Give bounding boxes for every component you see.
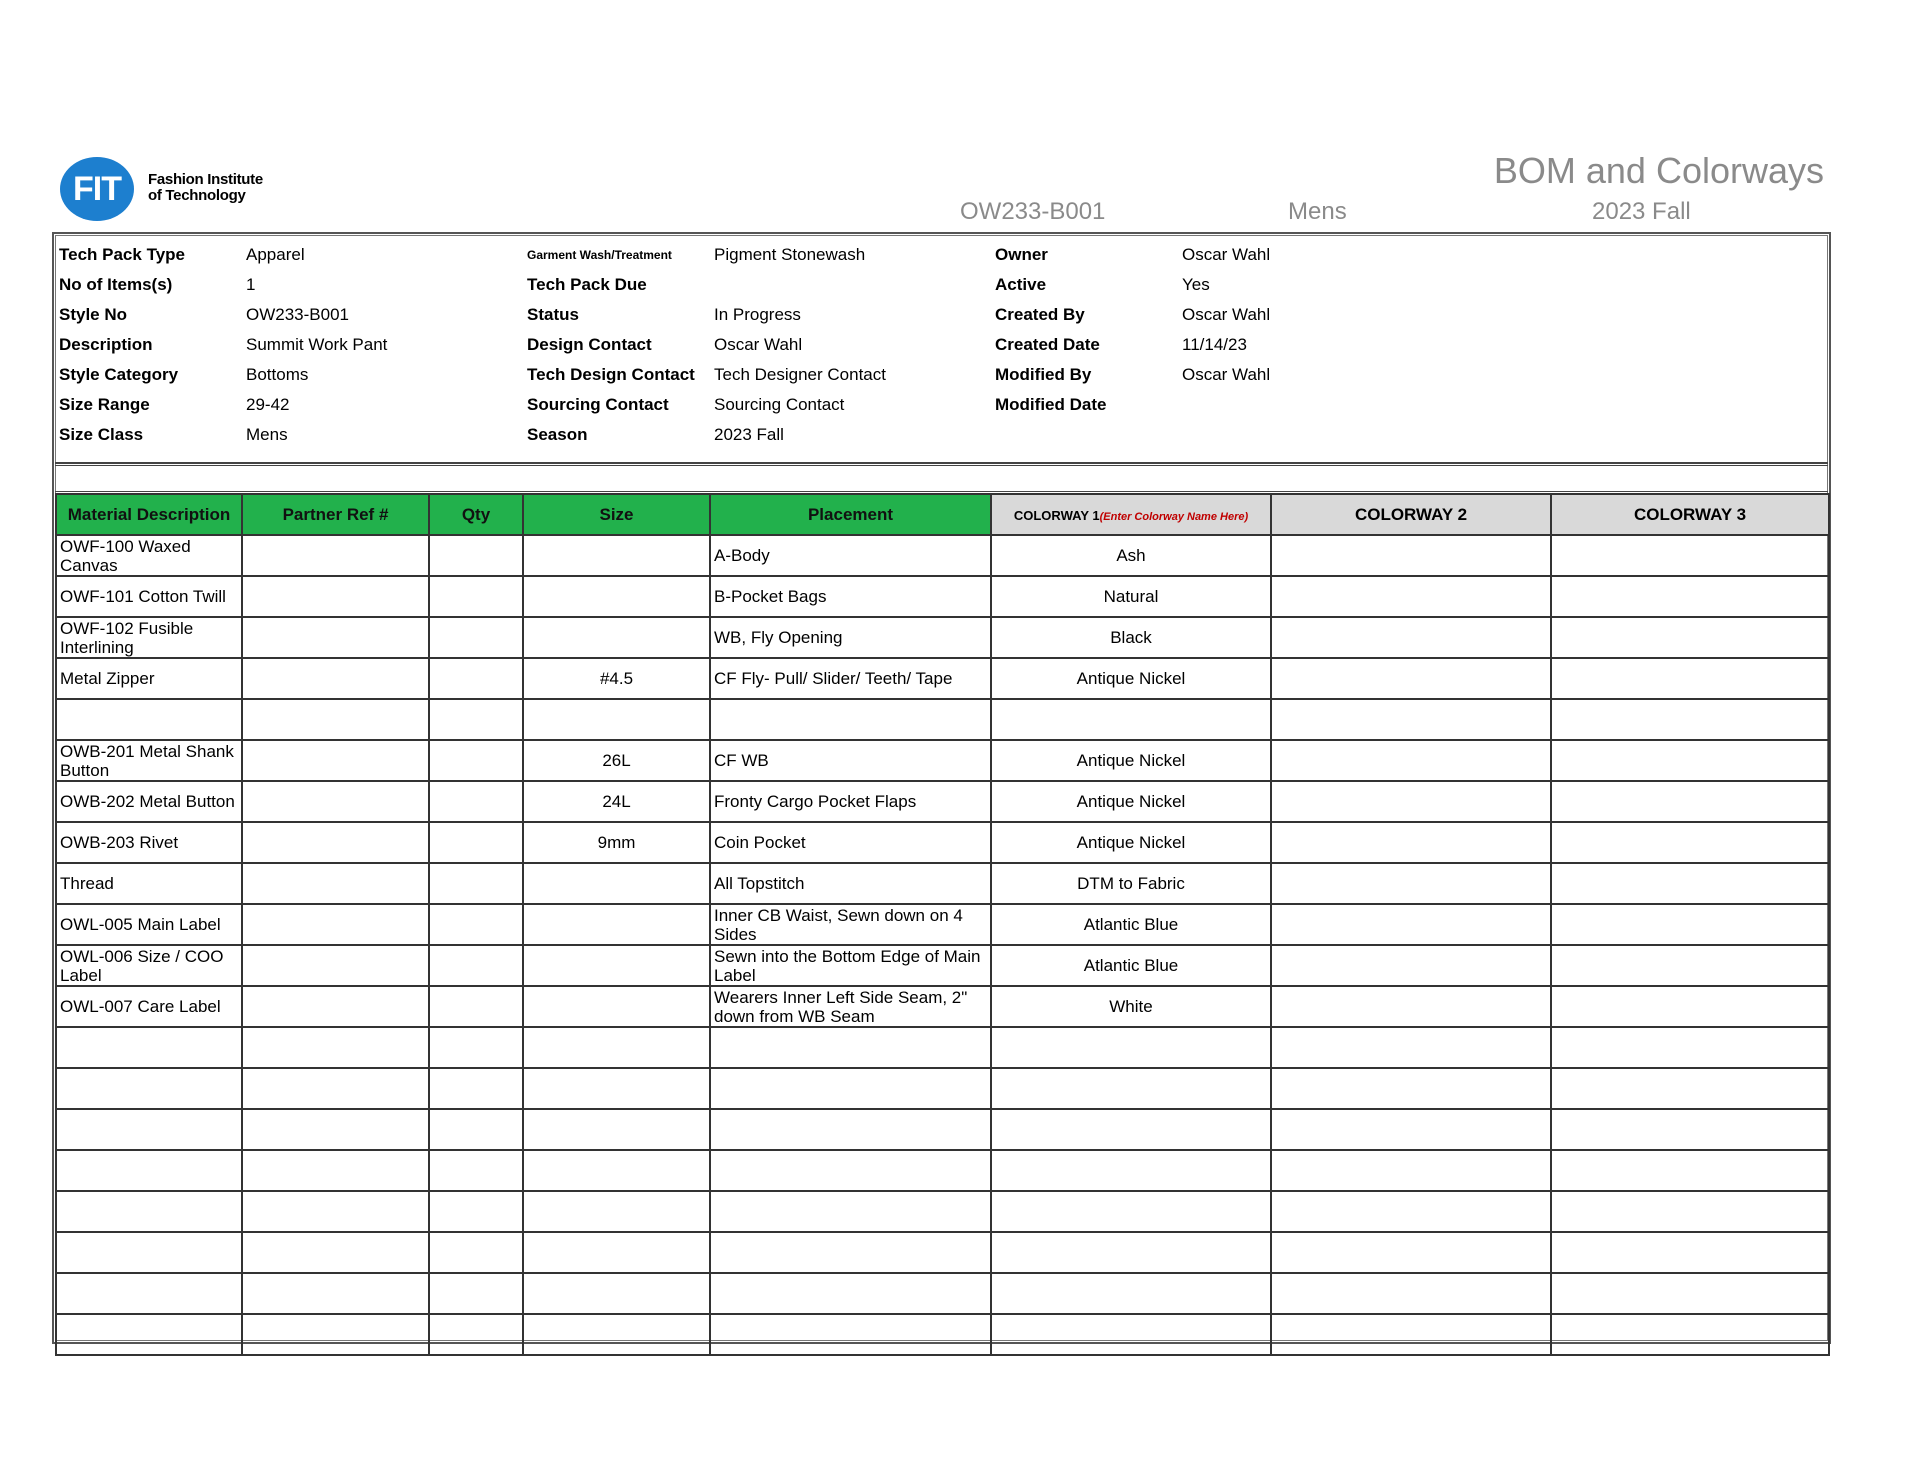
- cell-colorway-2[interactable]: [1271, 699, 1551, 740]
- cell-colorway-1[interactable]: [991, 1027, 1271, 1068]
- cell-colorway-1[interactable]: [991, 1150, 1271, 1191]
- info-row: [55, 240, 1828, 270]
- cell-qty[interactable]: [429, 1273, 523, 1314]
- fit-logo-mark: FIT: [60, 157, 134, 221]
- cell-material-description[interactable]: [56, 1314, 242, 1355]
- info-label: Created By: [995, 305, 1085, 324]
- info-label: Tech Pack Type: [59, 245, 185, 264]
- bom-row: [56, 1027, 1829, 1068]
- bom-row: [56, 1191, 1829, 1232]
- cell-colorway-2[interactable]: [1271, 1150, 1551, 1191]
- info-label: No of Items(s): [59, 275, 173, 294]
- cell-placement[interactable]: [710, 1273, 991, 1314]
- cell-placement[interactable]: [710, 1150, 991, 1191]
- cell-qty[interactable]: [429, 904, 523, 945]
- info-row: [55, 360, 1828, 390]
- info-label: Season: [527, 425, 588, 444]
- cell-colorway-1[interactable]: Atlantic Blue: [991, 945, 1271, 986]
- cell-placement[interactable]: [710, 1191, 991, 1232]
- cell-material-description[interactable]: OWL-005 Main Label: [56, 904, 242, 945]
- cell-placement[interactable]: CF Fly- Pull/ Slider/ Teeth/ Tape: [710, 658, 991, 699]
- colorway-1-label: COLORWAY 1: [1013, 507, 1100, 523]
- cell-size[interactable]: [523, 1191, 710, 1232]
- cell-material-description[interactable]: [56, 1191, 242, 1232]
- cell-partner-ref[interactable]: [242, 1232, 429, 1273]
- cell-material-description[interactable]: OWB-201 Metal Shank Button: [56, 740, 242, 781]
- cell-colorway-1[interactable]: DTM to Fabric: [991, 863, 1271, 904]
- col-colorway-2[interactable]: COLORWAY 2: [1271, 494, 1551, 535]
- cell-partner-ref[interactable]: [242, 1027, 429, 1068]
- cell-material-description[interactable]: [56, 699, 242, 740]
- bom-row: [56, 617, 1829, 658]
- col-colorway-1[interactable]: [991, 494, 1271, 535]
- cell-qty[interactable]: [429, 617, 523, 658]
- cell-qty[interactable]: [429, 781, 523, 822]
- bom-row: [56, 822, 1829, 863]
- cell-colorway-3[interactable]: [1551, 781, 1829, 822]
- cell-colorway-2[interactable]: [1271, 740, 1551, 781]
- cell-colorway-2[interactable]: [1271, 535, 1551, 576]
- cell-colorway-3[interactable]: [1551, 1027, 1829, 1068]
- info-value: Bottoms: [246, 365, 309, 384]
- col-size[interactable]: Size: [523, 494, 710, 535]
- col-material-description[interactable]: Material Description: [56, 494, 242, 535]
- cell-colorway-3[interactable]: [1551, 617, 1829, 658]
- cell-colorway-3[interactable]: [1551, 1232, 1829, 1273]
- info-value: Oscar Wahl: [1182, 305, 1271, 324]
- bom-table: [55, 493, 1830, 1356]
- cell-colorway-1[interactable]: Black: [991, 617, 1271, 658]
- cell-material-description[interactable]: [56, 1150, 242, 1191]
- info-row: [55, 300, 1828, 330]
- cell-partner-ref[interactable]: [242, 781, 429, 822]
- cell-size[interactable]: [523, 1314, 710, 1355]
- cell-placement[interactable]: Inner CB Waist, Sewn down on 4 Sides: [710, 904, 991, 945]
- cell-qty[interactable]: [429, 1191, 523, 1232]
- cell-size[interactable]: [523, 945, 710, 986]
- cell-colorway-2[interactable]: [1271, 576, 1551, 617]
- cell-material-description[interactable]: OWL-006 Size / COO Label: [56, 945, 242, 986]
- info-label: Description: [59, 335, 153, 354]
- cell-partner-ref[interactable]: [242, 1109, 429, 1150]
- info-value: Oscar Wahl: [1182, 245, 1271, 264]
- info-value: Sourcing Contact: [714, 395, 845, 414]
- cell-placement[interactable]: Coin Pocket: [710, 822, 991, 863]
- cell-size[interactable]: [523, 1068, 710, 1109]
- cell-material-description[interactable]: [56, 1068, 242, 1109]
- info-value: Oscar Wahl: [714, 335, 803, 354]
- cell-material-description[interactable]: OWF-102 Fusible Interlining: [56, 617, 242, 658]
- cell-partner-ref[interactable]: [242, 945, 429, 986]
- info-row: [55, 270, 1828, 300]
- cell-placement[interactable]: [710, 1109, 991, 1150]
- col-placement[interactable]: Placement: [710, 494, 991, 535]
- cell-qty[interactable]: [429, 945, 523, 986]
- cell-qty[interactable]: [429, 740, 523, 781]
- cell-colorway-1[interactable]: [991, 1191, 1271, 1232]
- cell-placement[interactable]: A-Body: [710, 535, 991, 576]
- cell-colorway-1[interactable]: Antique Nickel: [991, 781, 1271, 822]
- cell-material-description[interactable]: [56, 1273, 242, 1314]
- cell-qty[interactable]: [429, 658, 523, 699]
- cell-partner-ref[interactable]: [242, 822, 429, 863]
- info-label: Modified Date: [995, 395, 1107, 414]
- cell-qty[interactable]: [429, 535, 523, 576]
- info-label: Size Class: [59, 425, 144, 444]
- cell-material-description[interactable]: OWF-100 Waxed Canvas: [56, 535, 242, 576]
- info-label: Status: [527, 305, 579, 324]
- cell-material-description[interactable]: [56, 1109, 242, 1150]
- info-label: Sourcing Contact: [527, 395, 669, 414]
- cell-colorway-2[interactable]: [1271, 822, 1551, 863]
- cell-placement[interactable]: [710, 699, 991, 740]
- cell-size[interactable]: [523, 1027, 710, 1068]
- fit-logo-text: [148, 172, 263, 204]
- cell-colorway-3[interactable]: [1551, 1068, 1829, 1109]
- cell-colorway-3[interactable]: [1551, 1191, 1829, 1232]
- bom-row: [56, 1068, 1829, 1109]
- cell-size[interactable]: [523, 1273, 710, 1314]
- info-label: Tech Design Contact: [527, 365, 695, 384]
- info-label: Size Range: [59, 395, 150, 414]
- header-style-no: OW233-B001: [960, 198, 1106, 225]
- info-label: Owner: [995, 245, 1048, 264]
- cell-qty[interactable]: [429, 1150, 523, 1191]
- cell-qty[interactable]: [429, 1314, 523, 1355]
- cell-size[interactable]: [523, 699, 710, 740]
- cell-colorway-1[interactable]: [991, 699, 1271, 740]
- cell-colorway-2[interactable]: [1271, 1314, 1551, 1355]
- cell-material-description[interactable]: OWB-203 Rivet: [56, 822, 242, 863]
- cell-size[interactable]: 26L: [523, 740, 710, 781]
- cell-qty[interactable]: [429, 986, 523, 1027]
- cell-colorway-2[interactable]: [1271, 617, 1551, 658]
- cell-partner-ref[interactable]: [242, 1273, 429, 1314]
- cell-colorway-2[interactable]: [1271, 945, 1551, 986]
- bom-row: [56, 1109, 1829, 1150]
- col-partner-ref[interactable]: Partner Ref #: [242, 494, 429, 535]
- cell-placement[interactable]: [710, 1068, 991, 1109]
- colorway-1-hint: (Enter Colorway Name Here): [1099, 510, 1249, 523]
- bom-row: [56, 781, 1829, 822]
- bom-row: [56, 904, 1829, 945]
- cell-partner-ref[interactable]: [242, 617, 429, 658]
- info-value: 29-42: [246, 395, 290, 414]
- cell-colorway-3[interactable]: [1551, 535, 1829, 576]
- info-row: [55, 420, 1828, 450]
- cell-colorway-1[interactable]: Natural: [991, 576, 1271, 617]
- col-colorway-3[interactable]: COLORWAY 3: [1551, 494, 1829, 535]
- cell-colorway-1[interactable]: Antique Nickel: [991, 822, 1271, 863]
- tech-pack-info: [55, 236, 1828, 464]
- cell-colorway-2[interactable]: [1271, 986, 1551, 1027]
- info-value: Summit Work Pant: [246, 335, 388, 354]
- cell-placement[interactable]: [710, 1027, 991, 1068]
- info-label: Garment Wash/Treatment: [527, 248, 672, 262]
- cell-material-description[interactable]: Metal Zipper: [56, 658, 242, 699]
- cell-partner-ref[interactable]: [242, 658, 429, 699]
- cell-qty[interactable]: [429, 1027, 523, 1068]
- cell-partner-ref[interactable]: [242, 699, 429, 740]
- bom-row: [56, 863, 1829, 904]
- cell-partner-ref[interactable]: [242, 535, 429, 576]
- cell-size[interactable]: [523, 1150, 710, 1191]
- cell-placement[interactable]: [710, 1232, 991, 1273]
- cell-placement[interactable]: Wearers Inner Left Side Seam, 2" down from WB Seam: [710, 986, 991, 1027]
- cell-colorway-1[interactable]: Ash: [991, 535, 1271, 576]
- bom-row: [56, 1314, 1829, 1355]
- cell-colorway-1[interactable]: Antique Nickel: [991, 658, 1271, 699]
- cell-placement[interactable]: Fronty Cargo Pocket Flaps: [710, 781, 991, 822]
- cell-partner-ref[interactable]: [242, 863, 429, 904]
- info-value: Yes: [1182, 275, 1210, 294]
- cell-partner-ref[interactable]: [242, 904, 429, 945]
- cell-placement[interactable]: WB, Fly Opening: [710, 617, 991, 658]
- bom-row: [56, 1273, 1829, 1314]
- bom-row: [56, 576, 1829, 617]
- cell-placement[interactable]: B-Pocket Bags: [710, 576, 991, 617]
- cell-size[interactable]: [523, 576, 710, 617]
- cell-colorway-2[interactable]: [1271, 1068, 1551, 1109]
- col-qty[interactable]: Qty: [429, 494, 523, 535]
- cell-colorway-1[interactable]: [991, 1314, 1271, 1355]
- info-label: Tech Pack Due: [527, 275, 647, 294]
- bom-row: [56, 740, 1829, 781]
- cell-colorway-2[interactable]: [1271, 658, 1551, 699]
- cell-partner-ref[interactable]: [242, 986, 429, 1027]
- cell-colorway-1[interactable]: White: [991, 986, 1271, 1027]
- info-value: 11/14/23: [1182, 335, 1247, 354]
- cell-colorway-3[interactable]: [1551, 822, 1829, 863]
- info-label: Design Contact: [527, 335, 652, 354]
- bom-row: [56, 986, 1829, 1027]
- cell-material-description[interactable]: OWL-007 Care Label: [56, 986, 242, 1027]
- cell-material-description[interactable]: [56, 1232, 242, 1273]
- bom-row: [56, 658, 1829, 699]
- cell-colorway-3[interactable]: [1551, 740, 1829, 781]
- cell-size[interactable]: 24L: [523, 781, 710, 822]
- info-label: Style Category: [59, 365, 179, 384]
- bom-row: [56, 699, 1829, 740]
- cell-qty[interactable]: [429, 699, 523, 740]
- cell-partner-ref[interactable]: [242, 576, 429, 617]
- cell-size[interactable]: [523, 1109, 710, 1150]
- info-value: Oscar Wahl: [1182, 365, 1271, 384]
- cell-material-description[interactable]: OWF-101 Cotton Twill: [56, 576, 242, 617]
- info-value: 1: [246, 275, 256, 294]
- cell-partner-ref[interactable]: [242, 1150, 429, 1191]
- cell-partner-ref[interactable]: [242, 1191, 429, 1232]
- cell-colorway-1[interactable]: Atlantic Blue: [991, 904, 1271, 945]
- cell-colorway-3[interactable]: [1551, 986, 1829, 1027]
- cell-colorway-3[interactable]: [1551, 945, 1829, 986]
- info-label: Style No: [59, 305, 128, 324]
- bom-row: [56, 535, 1829, 576]
- cell-colorway-3[interactable]: [1551, 1109, 1829, 1150]
- info-value: Pigment Stonewash: [714, 245, 866, 264]
- cell-qty[interactable]: [429, 822, 523, 863]
- cell-size[interactable]: [523, 617, 710, 658]
- cell-colorway-1[interactable]: [991, 1068, 1271, 1109]
- document-title: BOM and Colorways: [1493, 150, 1824, 191]
- bom-row: [56, 945, 1829, 986]
- cell-colorway-2[interactable]: [1271, 904, 1551, 945]
- cell-colorway-3[interactable]: [1551, 658, 1829, 699]
- cell-size[interactable]: [523, 986, 710, 1027]
- logo-line-2: of Technology: [148, 187, 246, 204]
- info-value: Tech Designer Contact: [714, 365, 886, 384]
- cell-qty[interactable]: [429, 863, 523, 904]
- info-row: [55, 330, 1828, 360]
- cell-placement[interactable]: CF WB: [710, 740, 991, 781]
- cell-colorway-2[interactable]: [1271, 863, 1551, 904]
- cell-placement[interactable]: All Topstitch: [710, 863, 991, 904]
- cell-colorway-3[interactable]: [1551, 863, 1829, 904]
- cell-colorway-3[interactable]: [1551, 1150, 1829, 1191]
- cell-placement[interactable]: Sewn into the Bottom Edge of Main Label: [710, 945, 991, 986]
- cell-colorway-3[interactable]: [1551, 576, 1829, 617]
- cell-colorway-2[interactable]: [1271, 781, 1551, 822]
- info-label: Active: [995, 275, 1047, 294]
- cell-size[interactable]: [523, 535, 710, 576]
- cell-colorway-2[interactable]: [1271, 1109, 1551, 1150]
- cell-colorway-1[interactable]: [991, 1232, 1271, 1273]
- header-size-class: Mens: [1288, 198, 1347, 225]
- cell-size[interactable]: [523, 904, 710, 945]
- cell-colorway-1[interactable]: [991, 1109, 1271, 1150]
- cell-qty[interactable]: [429, 1109, 523, 1150]
- info-value: OW233-B001: [246, 305, 349, 324]
- bom-row: [56, 1150, 1829, 1191]
- cell-size[interactable]: [523, 1232, 710, 1273]
- info-value: Apparel: [246, 245, 305, 264]
- cell-colorway-2[interactable]: [1271, 1191, 1551, 1232]
- cell-placement[interactable]: [710, 1314, 991, 1355]
- cell-material-description[interactable]: OWB-202 Metal Button: [56, 781, 242, 822]
- cell-qty[interactable]: [429, 576, 523, 617]
- fit-logo: [60, 157, 275, 221]
- cell-qty[interactable]: [429, 1232, 523, 1273]
- cell-size[interactable]: 9mm: [523, 822, 710, 863]
- bom-row: [56, 1232, 1829, 1273]
- cell-colorway-3[interactable]: [1551, 699, 1829, 740]
- cell-partner-ref[interactable]: [242, 1314, 429, 1355]
- cell-colorway-3[interactable]: [1551, 1273, 1829, 1314]
- cell-colorway-1[interactable]: Antique Nickel: [991, 740, 1271, 781]
- cell-size[interactable]: #4.5: [523, 658, 710, 699]
- info-value: Mens: [246, 425, 288, 444]
- bom-header-row: [56, 494, 1829, 535]
- cell-size[interactable]: [523, 863, 710, 904]
- bom-body: [56, 535, 1829, 1355]
- info-label: Modified By: [995, 365, 1092, 384]
- info-value: In Progress: [714, 305, 801, 324]
- cell-colorway-1[interactable]: [991, 1273, 1271, 1314]
- spacer-row: [55, 465, 1828, 492]
- cell-colorway-3[interactable]: [1551, 904, 1829, 945]
- info-label: Created Date: [995, 335, 1100, 354]
- cell-colorway-3[interactable]: [1551, 1314, 1829, 1355]
- cell-qty[interactable]: [429, 1068, 523, 1109]
- info-value: 2023 Fall: [714, 425, 784, 444]
- cell-material-description[interactable]: [56, 1027, 242, 1068]
- cell-colorway-2[interactable]: [1271, 1027, 1551, 1068]
- cell-partner-ref[interactable]: [242, 740, 429, 781]
- logo-line-1: Fashion Institute: [148, 171, 263, 188]
- info-row: [55, 390, 1828, 420]
- cell-material-description[interactable]: Thread: [56, 863, 242, 904]
- header-season: 2023 Fall: [1592, 198, 1691, 225]
- cell-colorway-2[interactable]: [1271, 1273, 1551, 1314]
- cell-partner-ref[interactable]: [242, 1068, 429, 1109]
- cell-colorway-2[interactable]: [1271, 1232, 1551, 1273]
